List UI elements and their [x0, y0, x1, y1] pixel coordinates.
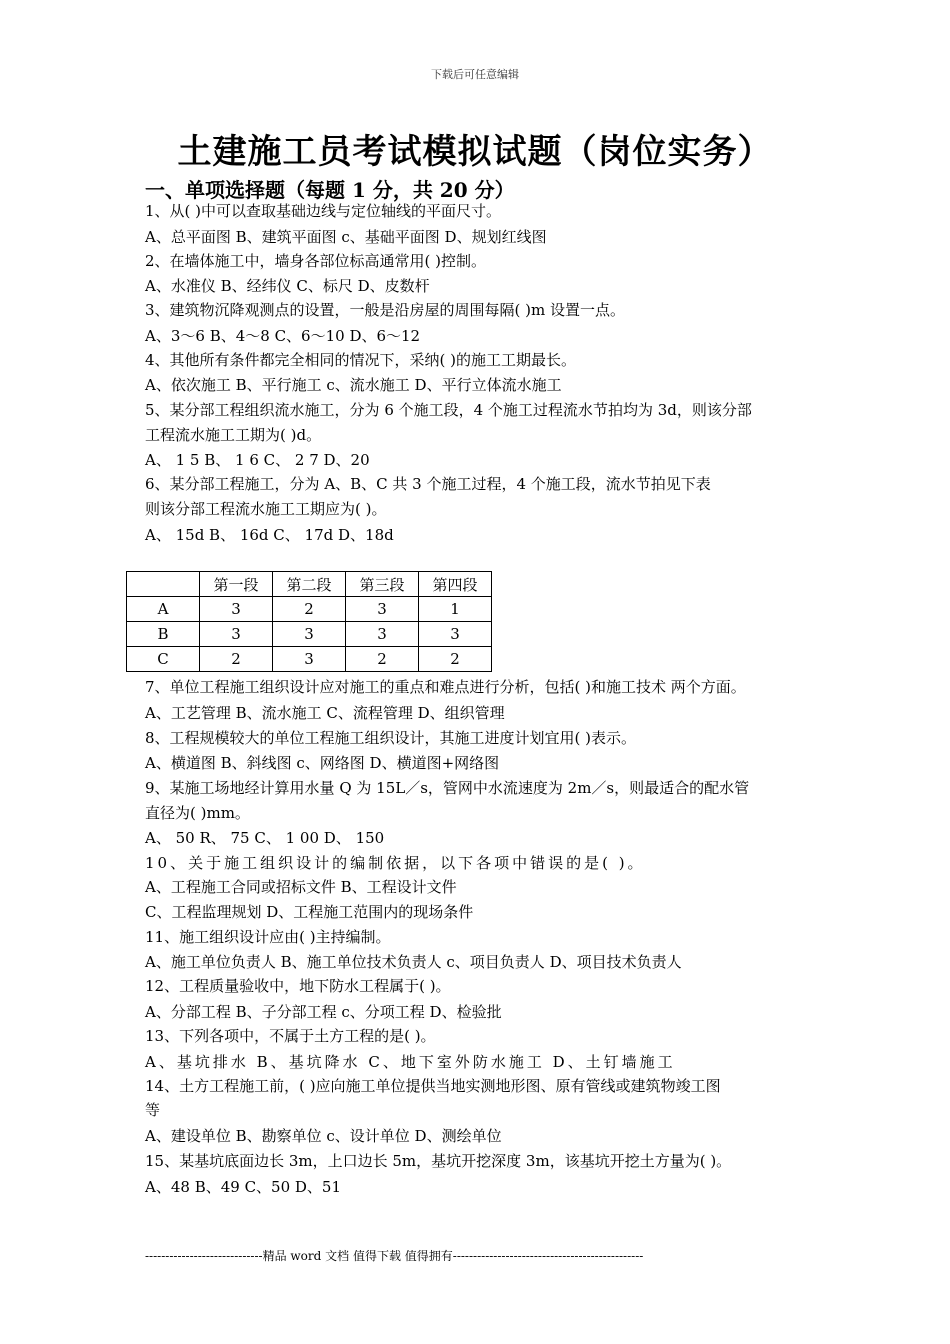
schedule-table [126, 571, 492, 672]
table-cell: 第二段 [273, 572, 346, 597]
question-line: 5、某分部工程组织流水施工，分为 6 个施工段，4 个施工过程流水节拍均为 3d，则该分部 [145, 401, 752, 419]
table-cell: 第一段 [200, 572, 273, 597]
question-line: A、工艺管理 B、流水施工 C、流程管理 D、组织管理 [145, 704, 505, 722]
question-line: 14、土方工程施工前，( )应向施工单位提供当地实测地形图、原有管线或建筑物竣工图 [145, 1077, 721, 1095]
table-cell: B [127, 622, 200, 647]
table-cell [127, 572, 200, 597]
table-row [127, 647, 492, 672]
document-title: 土建施工员考试模拟试题（岗位实务） [177, 132, 773, 172]
table-cell: A [127, 597, 200, 622]
table-cell: 3 [200, 597, 273, 622]
question-line: 等 [145, 1101, 161, 1119]
question-line: 13、下列各项中，不属于土方工程的是( )。 [145, 1027, 436, 1045]
question-line: 4、其他所有条件都完全相同的情况下，采纳( )的施工工期最长。 [145, 351, 577, 369]
table-header-row [127, 572, 492, 597]
table-cell: 第四段 [419, 572, 492, 597]
question-line: A、施工单位负责人 B、施工单位技术负责人 c、项目负责人 D、项目技术负责人 [145, 953, 682, 971]
question-line: A、48 B、49 C、50 D、51 [145, 1178, 342, 1196]
question-line: 7、单位工程施工组织设计应对施工的重点和难点进行分析，包括( )和施工技术 两个方面。 [145, 678, 746, 696]
question-line: 8、工程规模较大的单位工程施工组织设计，其施工进度计划宜用( )表示。 [145, 729, 637, 747]
table-cell: 3 [346, 622, 419, 647]
question-line: 9、某施工场地经计算用水量 Q 为 15L／s，管网中水流速度为 2m／s，则最适合的配水管 [145, 779, 750, 797]
table-cell: 2 [200, 647, 273, 672]
question-line: A、横道图 B、斜线图 c、网络图 D、横道图+网络图 [145, 754, 500, 772]
table-cell: 2 [346, 647, 419, 672]
question-line: 工程流水施工工期为( )d。 [145, 426, 322, 444]
table-row [127, 622, 492, 647]
question-line: A、 15d B、 16d C、 17d D、18d [145, 526, 394, 544]
table-cell: 3 [200, 622, 273, 647]
question-line: A、总平面图 B、建筑平面图 c、基础平面图 D、规划红线图 [145, 228, 547, 246]
question-line: A、依次施工 B、平行施工 c、流水施工 D、平行立体流水施工 [145, 376, 562, 394]
question-line: A、工程施工合同或招标文件 B、工程设计文件 [145, 878, 457, 896]
table-row [127, 597, 492, 622]
question-line: A、分部工程 B、子分部工程 c、分项工程 D、检验批 [145, 1003, 502, 1021]
question-line: 3、建筑物沉降观测点的设置，一般是沿房屋的周围每隔( )m 设置一点。 [145, 301, 626, 319]
question-line: 2、在墙体施工中，墙身各部位标高通常用( )控制。 [145, 252, 487, 270]
table-cell: 3 [419, 622, 492, 647]
table-cell: 2 [419, 647, 492, 672]
question-line: A、基坑排水 B、基坑降水 C、地下室外防水施工 D、土钉墙施工 [145, 1053, 676, 1071]
question-line: A、 50 R、 75 C、 1 00 D、 150 [145, 829, 385, 847]
question-line: 11、施工组织设计应由( )主持编制。 [145, 928, 391, 946]
question-line: 则该分部工程流水施工工期应为( )。 [145, 500, 387, 518]
question-line: 12、工程质量验收中，地下防水工程属于( )。 [145, 977, 451, 995]
table-cell: 3 [273, 622, 346, 647]
question-line: C、工程监理规划 D、工程施工范围内的现场条件 [145, 903, 474, 921]
question-line: A、3～6 B、4～8 C、6～10 D、6～12 [145, 327, 421, 345]
table-cell: 2 [273, 597, 346, 622]
question-line: 15、某基坑底面边长 3m，上口边长 5m，基坑开挖深度 3m，该基坑开挖土方量为( )。 [145, 1152, 732, 1170]
question-line: 6、某分部工程施工，分为 A、B、C 共 3 个施工过程，4 个施工段，流水节拍见下表 [145, 475, 711, 493]
section-heading: 一、单项选择题（每题 1 分，共 20 分） [145, 178, 515, 202]
question-line: A、建设单位 B、勘察单位 c、设计单位 D、测绘单位 [145, 1127, 502, 1145]
table-cell: C [127, 647, 200, 672]
table-cell: 1 [419, 597, 492, 622]
question-line: A、 1 5 B、 1 6 C、 2 7 D、20 [145, 451, 370, 469]
question-line: 1、从( )中可以查取基础边线与定位轴线的平面尺寸。 [145, 202, 502, 220]
table-cell: 3 [273, 647, 346, 672]
question-line: A、水准仪 B、经纬仪 C、标尺 D、皮数杆 [145, 277, 430, 295]
question-line: 直径为( )mm。 [145, 804, 250, 822]
page-footer: -----------------------------精品 word 文档 值得下载 值得拥有----------------------------------------------- [145, 1249, 644, 1263]
question-line: 10、关于施工组织设计的编制依据，以下各项中错误的是( )。 [145, 854, 646, 872]
table-cell: 第三段 [346, 572, 419, 597]
page-header-note: 下载后可任意编辑 [431, 68, 519, 81]
table-cell: 3 [346, 597, 419, 622]
